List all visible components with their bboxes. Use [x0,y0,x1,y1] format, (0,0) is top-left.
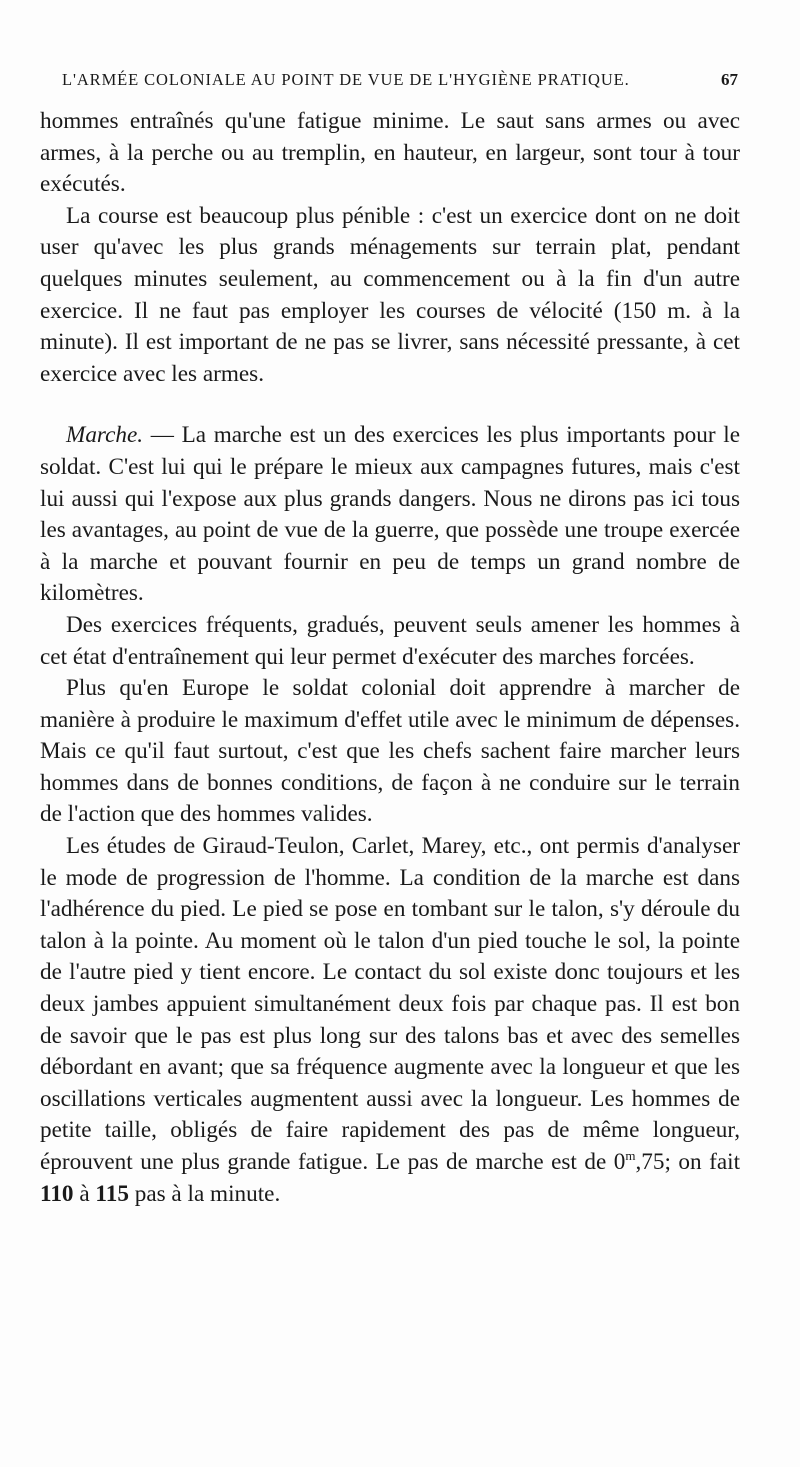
paragraph-exercices: Des exercices fréquents, gradués, peuvent seuls amener les hommes à cet état d'entraînement qui leur permet d'exécuter des marches forcées. [40,611,740,670]
paragraph-etudes-text: Les études de Giraud-Teulon, Carlet, Marey, etc., ont permis d'analyser le mode de progression de l'homme. La condition de la marche est dans l'adhérence du pied. Le pied se pose en tombant sur le talon, s'y déroule du talon à la pointe. Au moment où le talon d'un pied touche le sol, la pointe de l'autre pied y tient encore. Le contact du sol existe donc toujours et les deux jambes appuient simultanément deux fois par chaque pas. Il est bon de savoir que le pas est plus long sur des talons bas et avec des semelles débordant en avant; que sa fréquence augmente avec la longueur et que les oscillations verticales augmentent aussi avec la longueur. Les hommes de petite taille, obligés de faire rapidement des pas de même longueur, éprouvent une plus grande fatigue. Le pas de marche est de [40,833,740,1175]
meter-superscript: m [625,1148,636,1163]
step-length-value: 0$^m$,75; on fait [613,1148,741,1175]
paragraph-course: La course est beaucoup plus pénible : c'est un exercice dont on ne doit user qu'avec les plus grands ménagements sur terrain plat, pendant quelques minutes seulement, au commencement ou à la fin d'un autre exercice. Il ne faut pas employer les courses de vélocité (150 m. à la minute). Il est important de ne pas se livrer, sans nécessité pressante, à cet exercice avec les armes. [40,202,740,387]
paragraph-etudes: Les études de Giraud-Teulon, Carlet, Marey, etc., ont permis d'analyser le mode de progression de l'homme. La condition de la marche est dans l'adhérence du pied. Le pied se pose en tombant sur le talon, s'y déroule du talon à la pointe. Au moment où le talon d'un pied touche le sol, la pointe de l'autre pied y tient encore. Le contact du sol existe donc toujours et les deux jambes appuient simultanément deux fois par chaque pas. Il est bon de savoir que le pas est plus long sur des talons bas et avec des semelles débordant en avant; que sa fréquence augmente avec la longueur et que les oscillations verticales augmentent aussi avec la longueur. Les hommes de petite taille, obligés de faire rapidement des pas de même longueur, éprouvent une plus grande fatigue. Le pas de marche est de 0$^m$,75; on fait 110 à 115 pas à la minute. [40,833,741,1207]
section-lead-marche: Marche. [66,422,144,449]
running-head: L'ARMÉE COLONIALE AU POINT DE VUE DE L'HYGIÈNE PRATIQUE. [62,70,630,89]
page-number: 67 [721,70,738,89]
paragraph-soldat-colonial: Plus qu'en Europe le soldat colonial doit apprendre à marcher de manière à produire le maximum d'effet utile avec le minimum de dépenses. Mais ce qu'il faut surtout, c'est que les chefs sachent faire marcher leurs hommes dans de bonnes conditions, de façon à ne conduire sur le terrain de l'action que des hommes valides. [40,675,740,828]
paragraph-marche-text: — La marche est un des exercices les plus importants pour le soldat. C'est lui qui le prépare le mieux aux campagnes futures, mais c'est lui aussi qui l'expose aux plus grands dangers. Nous ne dirons pas ici tous les avantages, au point de vue de la guerre, que possède une troupe exercée à la marche et pouvant fournir en peu de temps un grand nombre de kilomètres. [40,422,740,607]
body-text [40,106,740,1210]
paragraph-marche [40,420,740,610]
pace-low: 110 [40,1180,74,1207]
pace-high: 115 [95,1180,129,1207]
paragraph-continuation: hommes entraînés qu'une fatigue minime. Le saut sans armes ou avec armes, à la perche ou au tremplin, en hauteur, en largeur, sont tour à tour exécutés. [40,108,740,198]
paragraph-etudes-tail: pas à la minute. [128,1180,281,1207]
page-header [62,70,742,96]
